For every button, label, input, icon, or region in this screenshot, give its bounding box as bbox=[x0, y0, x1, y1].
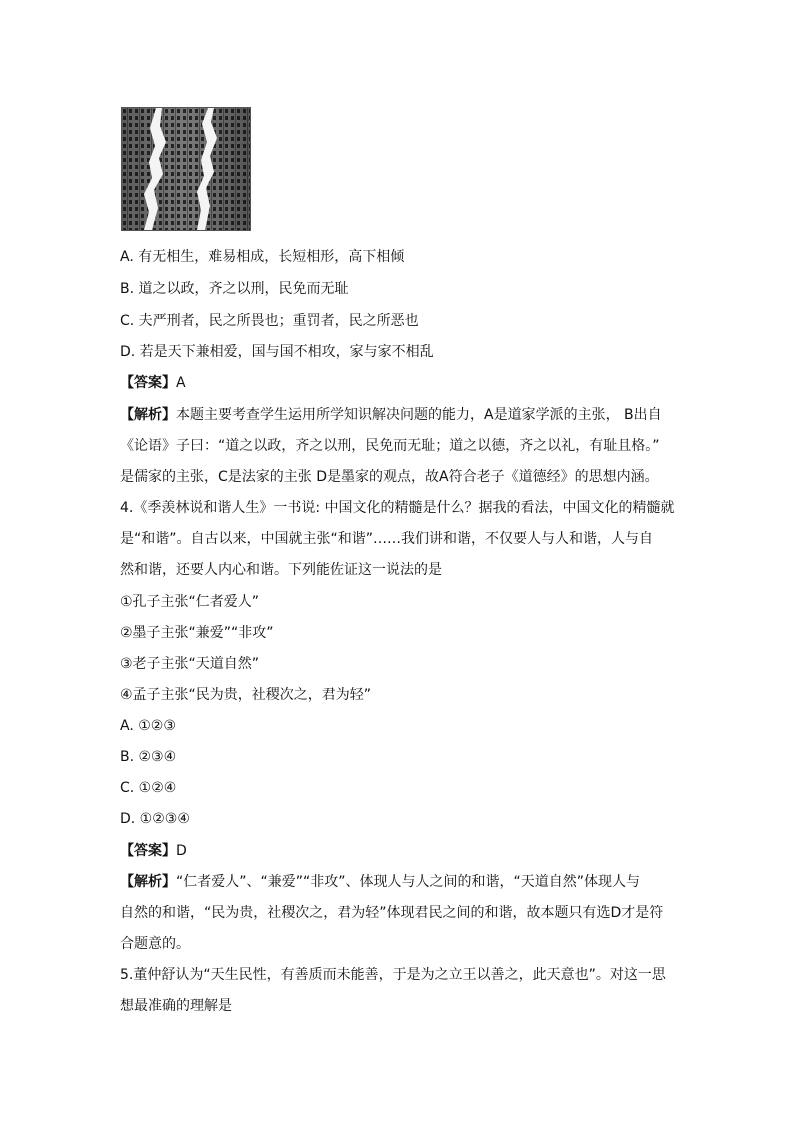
q5-stem-line: 5.董仲舒认为“天生民性，有善质而未能善，于是为之立王以善之，此天意也”。对这一思 bbox=[120, 967, 666, 983]
q4-option-c: C. ①②④ bbox=[120, 780, 177, 796]
q3-answer bbox=[120, 373, 186, 393]
q3-option-b: B. 道之以政，齐之以刑，民免而无耻 bbox=[120, 281, 349, 297]
q3-analysis-line: 《论语》子曰：“道之以政，齐之以刑，民免而无耻；道之以德，齐之以礼，有耻且格。” bbox=[120, 438, 660, 454]
answer-value: A bbox=[176, 375, 186, 391]
analysis-text: “仁者爱人”、“兼爱”“非攻”、体现人与人之间的和谐，“天道自然”体现人与 bbox=[176, 874, 641, 890]
q3-option-a: A. 有无相生，难易相成，长短相形，高下相倾 bbox=[120, 249, 405, 265]
q4-option-b: B. ②③④ bbox=[120, 749, 177, 765]
q3-analysis-line bbox=[120, 405, 662, 425]
q4-stem-line: 4.《季羡林说和谐人生》一书说: 中国文化的精髓是什么？据我的看法，中国文化的精髓就 bbox=[120, 500, 675, 516]
q3-analysis-line: 是儒家的主张，C是法家的主张 D是墨家的观点，故A符合老子《道德经》的思想内涵。 bbox=[120, 469, 659, 485]
bamboo-slip-image bbox=[122, 108, 250, 230]
q4-analysis-line bbox=[120, 872, 640, 892]
q4-item-4: ④孟子主张“民为贵，社稷次之，君为轻” bbox=[120, 687, 372, 703]
q4-option-d: D. ①②③④ bbox=[120, 811, 190, 827]
q4-analysis-line: 自然的和谐，“民为贵，社稷次之，君为轻”体现君民之间的和谐，故本题只有选D才是符 bbox=[120, 905, 664, 921]
answer-tag: 【答案】 bbox=[120, 375, 176, 391]
q3-option-d: D. 若是天下兼相爱，国与国不相攻，家与家不相乱 bbox=[120, 344, 434, 360]
q4-analysis-line: 合题意的。 bbox=[120, 936, 190, 952]
q3-option-c: C. 夫严刑者，民之所畏也；重罚者，民之所恶也 bbox=[120, 313, 419, 329]
bamboo-slip-photo bbox=[121, 107, 251, 231]
analysis-tag: 【解析】 bbox=[120, 407, 176, 423]
answer-tag: 【答案】 bbox=[120, 843, 176, 859]
q4-answer bbox=[120, 841, 187, 861]
analysis-tag: 【解析】 bbox=[120, 874, 176, 890]
q4-option-a: A. ①②③ bbox=[120, 718, 176, 734]
q4-item-1: ①孔子主张“仁者爱人” bbox=[120, 594, 260, 610]
q5-stem-line: 想最准确的理解是 bbox=[120, 998, 232, 1014]
q4-item-3: ③老子主张“天道自然” bbox=[120, 656, 260, 672]
answer-value: D bbox=[176, 843, 187, 859]
q4-item-2: ②墨子主张“兼爱”“非攻” bbox=[120, 625, 274, 641]
q4-stem-line: 是“和谐”。自古以来，中国就主张“和谐”……我们讲和谐，不仅要人与人和谐，人与自 bbox=[120, 531, 654, 547]
q4-stem-line: 然和谐，还要人内心和谐。下列能佐证这一说法的是 bbox=[120, 562, 442, 578]
analysis-text: 本题主要考查学生运用所学知识解决问题的能力，A是道家学派的主张， B出自 bbox=[176, 407, 662, 423]
